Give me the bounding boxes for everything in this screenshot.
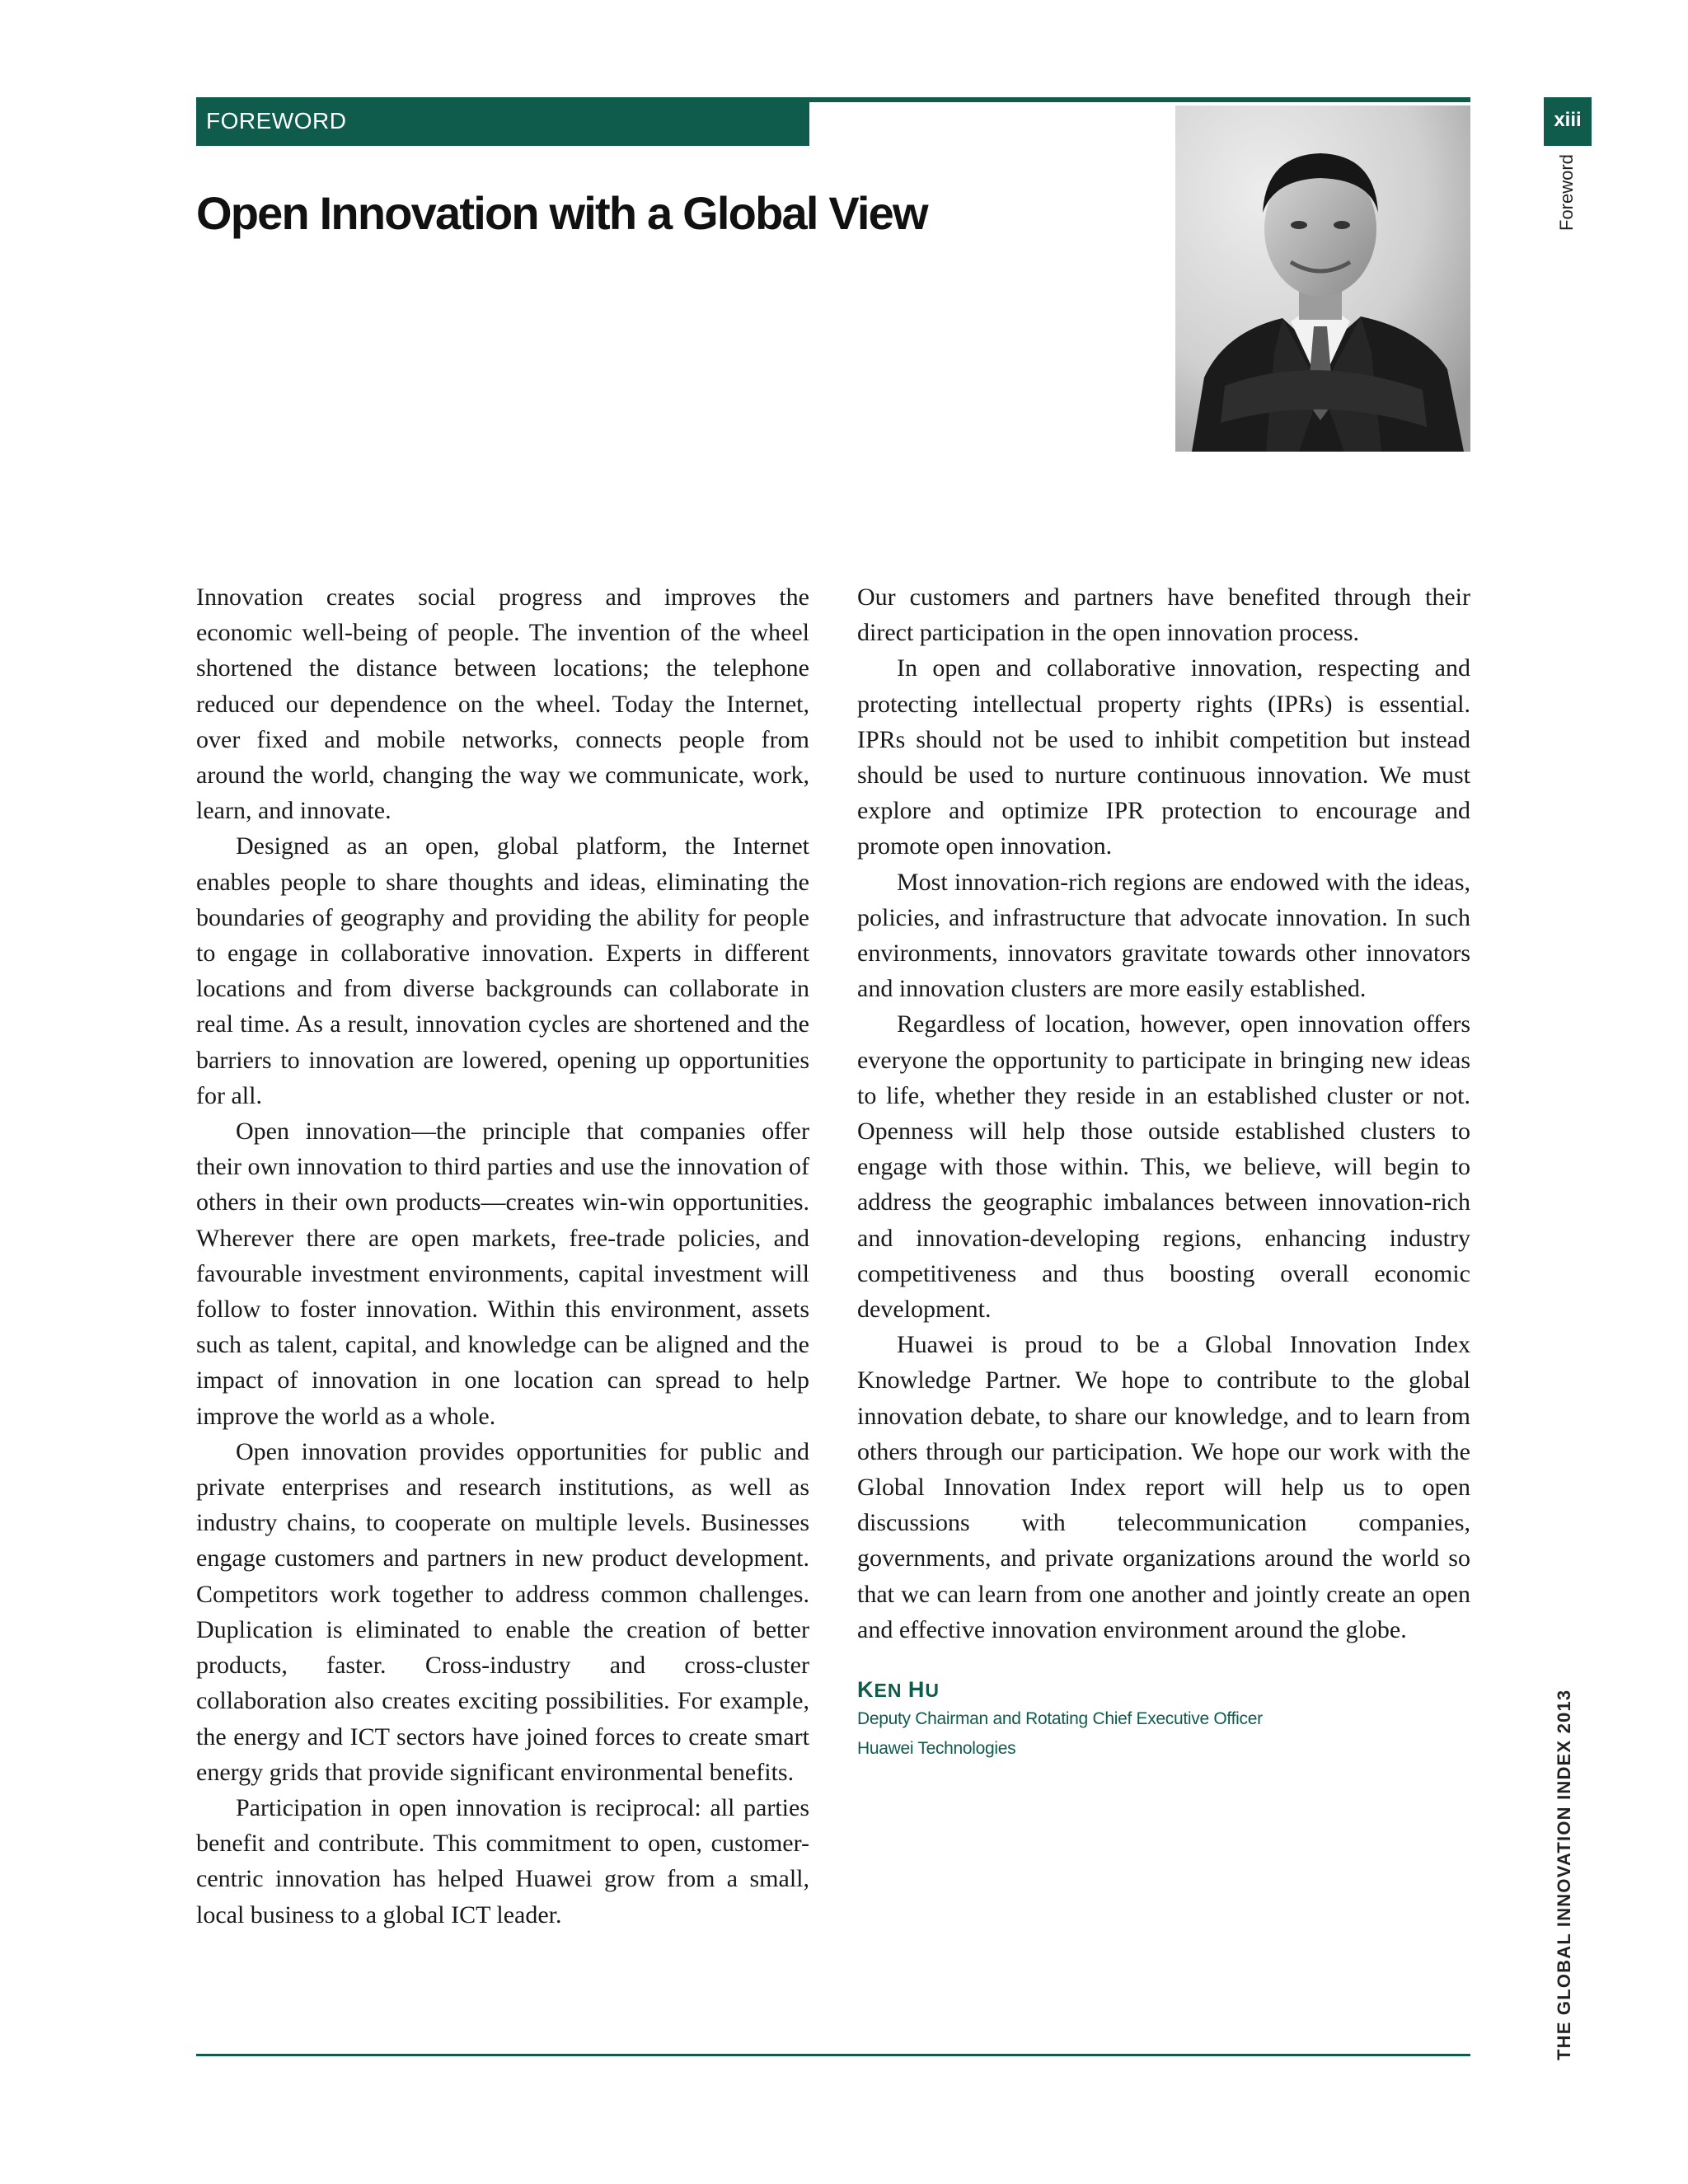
paragraph: Our customers and partners have benefited through their direct participation in the open innovation process. [857, 583, 1470, 647]
paragraph: Participation in open innovation is reciprocal: all parties benefit and contribute. This commitment to open, customer-centric innovation has helped Huawei grow from a small, local business to a global ICT leader. [196, 1793, 809, 1929]
page-number: xiii [1554, 109, 1582, 131]
signature-title: Deputy Chairman and Rotating Chief Executive Officer [857, 1709, 1263, 1729]
body-column-right [857, 579, 1470, 1764]
paragraph: Designed as an open, global platform, the Internet enables people to share thoughts and ideas, eliminating the boundaries of geography and providing the ability for people to engage in collaborative innovation. Experts in different locations and from diverse backgrounds can collaborate in real time. As a result, innovation cycles are shortened and the barriers to innovation are lowered, opening up opportunities for all. [196, 832, 809, 1109]
paragraph: Most innovation-rich regions are endowed with the ideas, policies, and infrastructure that advocate innovation. In such environments, innovators gravitate towards other innovators and innovation clusters are more easily established. [857, 868, 1470, 1003]
signature-organization: Huawei Technologies [857, 1739, 1016, 1759]
side-report-title: THE GLOBAL INNOVATION INDEX 2013 [1554, 1689, 1574, 2060]
paragraph: Huawei is proud to be a Global Innovation Index Knowledge Partner. We hope to contribute to the global innovation debate, to share our knowledge, and to learn from others through our participation. We hope our work with the Global Innovation Index report will help us to open discussions with telecommunication companies, governments, and private organizations around the world so that we can learn from one another and jointly create an open and effective innovation environment around the globe. [857, 1331, 1470, 1643]
page-title: Open Innovation with a Global View [196, 187, 927, 239]
paragraph: Open innovation provides opportunities for public and private enterprises and research institutions, as well as industry chains, to cooperate on multiple levels. Businesses engage customers and partners in new product development. Competitors work together to address common challenges. Duplication is eliminated to enable the creation of better products, faster. Cross-industry and cross-cluster collaboration also creates exciting possibilities. For example, the energy and ICT sectors have joined forces to create smart energy grids that provide significant environmental benefits. [196, 1437, 809, 1786]
signature-name: KEN HU [857, 1677, 940, 1703]
paragraph: Open innovation—the principle that companies offer their own innovation to third parties and use the innovation of others in their own products—creates win-win opportunities. Wherever there are open markets, free-trade policies, and favourable investment environments, capital investment will follow to foster innovation. Within this environment, assets such as talent, capital, and knowledge can be aligned and the impact of innovation in one location can spread to help improve the world as a whole. [196, 1118, 809, 1430]
signature-block [857, 1675, 1470, 1764]
footer-rule [196, 2054, 1470, 2056]
paragraph: Innovation creates social progress and improves the economic well-being of people. The invention of the wheel shortened the distance between locations; the telephone reduced our dependence on the wheel. Today the Internet, over fixed and mobile networks, connects people from around the world, changing the way we communicate, work, learn, and innovate. [196, 583, 809, 825]
section-label: FOREWORD [206, 108, 347, 134]
side-section-label: Foreword [1556, 154, 1577, 231]
paragraph: In open and collaborative innovation, respecting and protecting intellectual property rights (IPRs) is essential. IPRs should not be used to inhibit competition but instead should be used to nurture continuous innovation. We must explore and optimize IPR protection to encourage and promote open innovation. [857, 654, 1470, 860]
paragraph: Regardless of location, however, open innovation offers everyone the opportunity to participate in bringing new ideas to life, whether they reside in an established cluster or not. Openness will help those outside established clusters to engage with those within. This, we believe, will begin to address the geographic imbalances between innovation-rich and innovation-developing regions, enhancing industry competitiveness and thus boosting overall economic development. [857, 1010, 1470, 1324]
author-portrait [1175, 105, 1470, 452]
body-column-left [196, 579, 809, 1933]
